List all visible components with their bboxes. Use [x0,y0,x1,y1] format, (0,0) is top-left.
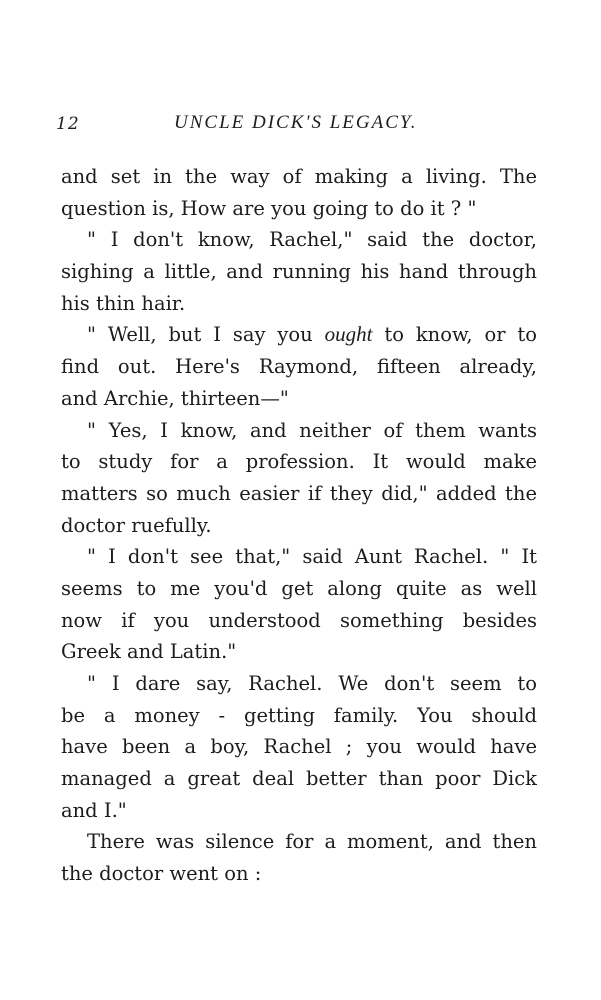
text-line: Greek and Latin." [61,640,237,664]
text-line: doctor ruefully. [61,513,212,537]
text-line: the doctor went on : [61,862,262,886]
text-line: " I dare say, Rachel. We don't seem to [87,672,537,695]
text-line: " I don't know, Rachel," said the doctor, [87,228,537,252]
text-line: There was silence for a moment, and then [87,830,537,854]
body-text [61,161,537,890]
running-title: UNCLE DICK'S LEGACY. [174,112,418,133]
page-header [56,112,536,140]
text-line: " Yes, I know, and neither of them wants [87,418,537,442]
text-line: be a money - getting family. You should [61,703,537,727]
text-line: managed a great deal better than poor Dick [61,767,537,791]
text-line: his thin hair. [61,291,186,315]
text-line: and set in the way of making a living. The [61,165,537,188]
text-line: now if you understood something besides [61,608,537,632]
text-line: and Archie, thirteen—" [61,386,289,410]
text-line [61,319,537,351]
text-line: seems to me you'd get along quite as well [61,576,537,600]
text-line: find out. Here's Raymond, fifteen already, [61,355,537,379]
text-line: have been a boy, Rachel ; you would have [61,735,537,759]
text-line: to study for a profession. It would make [61,450,537,474]
page-number: 12 [56,114,80,134]
text-span: to know, or to [372,323,537,347]
emphasized-word: ought [324,322,373,347]
text-line: question is, How are you going to do it ? " [61,196,477,220]
text-line: matters so much easier if they did," added the [61,481,537,505]
text-line: " I don't see that," said Aunt Rachel. " It [87,545,537,569]
text-line: and I." [61,798,127,822]
text-span: " Well, but I say you [87,323,325,347]
text-line: sighing a little, and running his hand through [61,260,537,284]
